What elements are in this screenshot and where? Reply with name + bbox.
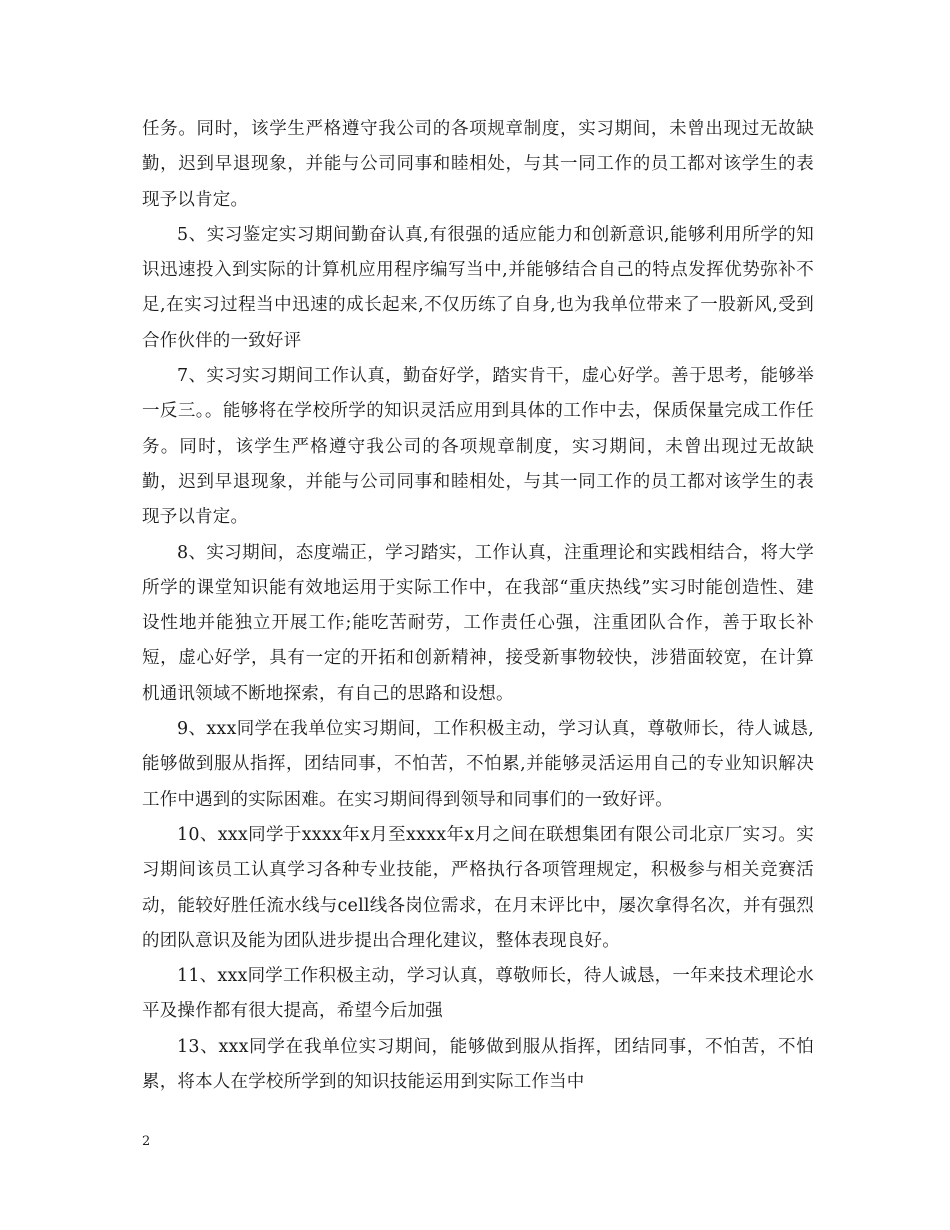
paragraph-item-7: 7、实习实习期间工作认真，勤奋好学，踏实肯干，虚心好学。善于思考，能够举一反三。。能够将在学校所学的知识灵活应用到具体的工作中去，保质保量完成工作任务。同时，该学生严格遵守我公司的各项规章制度，实习期间，未曾出现过无故缺勤，迟到早退现象，并能与公司同事和睦相处，与其一同工作的员工都对该学生的表现予以肯定。 xyxy=(142,366,814,528)
paragraph-item-10: 10、xxx同学于xxxx年x月至xxxx年x月之间在联想集团有限公司北京厂实习。实习期间该员工认真学习各种专业技能，严格执行各项管理规定，积极参与相关竞赛活动，能较好胜任流水线与cell线各岗位需求，在月末评比中，屡次拿得名次，并有强烈的团队意识及能为团队进步提出合理化建议，整体表现良好。 xyxy=(142,824,814,951)
document-body xyxy=(142,112,814,1100)
paragraph-item-5: 5、实习鉴定实习期间勤奋认真,有很强的适应能力和创新意识,能够利用所学的知识迅速投入到实际的计算机应用程序编写当中,并能够结合自己的特点发挥优势弥补不足,在实习过程当中迅速的成长起来,不仅历练了自身,也为我单位带来了一股新风,受到合作伙伴的一致好评 xyxy=(142,224,814,351)
paragraph-item-13: 13、xxx同学在我单位实习期间，能够做到服从指挥，团结同事，不怕苦，不怕累，将本人在学校所学到的知识技能运用到实际工作当中 xyxy=(142,1036,814,1093)
paragraph-item-9: 9、xxx同学在我单位实习期间，工作积极主动，学习认真，尊敬师长，待人诚恳,能够做到服从指挥，团结同事，不怕苦，不怕累,并能够灵活运用自己的专业知识解决工作中遇到的实际困难。在实习期间得到领导和同事们的一致好评。 xyxy=(142,719,814,810)
paragraph-item-8: 8、实习期间，态度端正，学习踏实，工作认真，注重理论和实践相结合，将大学所学的课堂知识能有效地运用于实际工作中，在我部“重庆热线”实习时能创造性、建设性地并能独立开展工作;能吃苦耐劳，工作责任心强，注重团队合作，善于取长补短，虚心好学，具有一定的开拓和创新精神，接受新事物较快，涉猎面较宽，在计算机通讯领域不断地探索，有自己的思路和设想。 xyxy=(142,542,814,704)
page-number: 2 xyxy=(142,1134,151,1149)
paragraph-continuation: 任务。同时，该学生严格遵守我公司的各项规章制度，实习期间，未曾出现过无故缺勤，迟到早退现象，并能与公司同事和睦相处，与其一同工作的员工都对该学生的表现予以肯定。 xyxy=(142,119,814,210)
paragraph-item-11: 11、xxx同学工作积极主动，学习认真，尊敬师长，待人诚恳，一年来技术理论水平及操作都有很大提高，希望今后加强 xyxy=(142,966,814,1022)
